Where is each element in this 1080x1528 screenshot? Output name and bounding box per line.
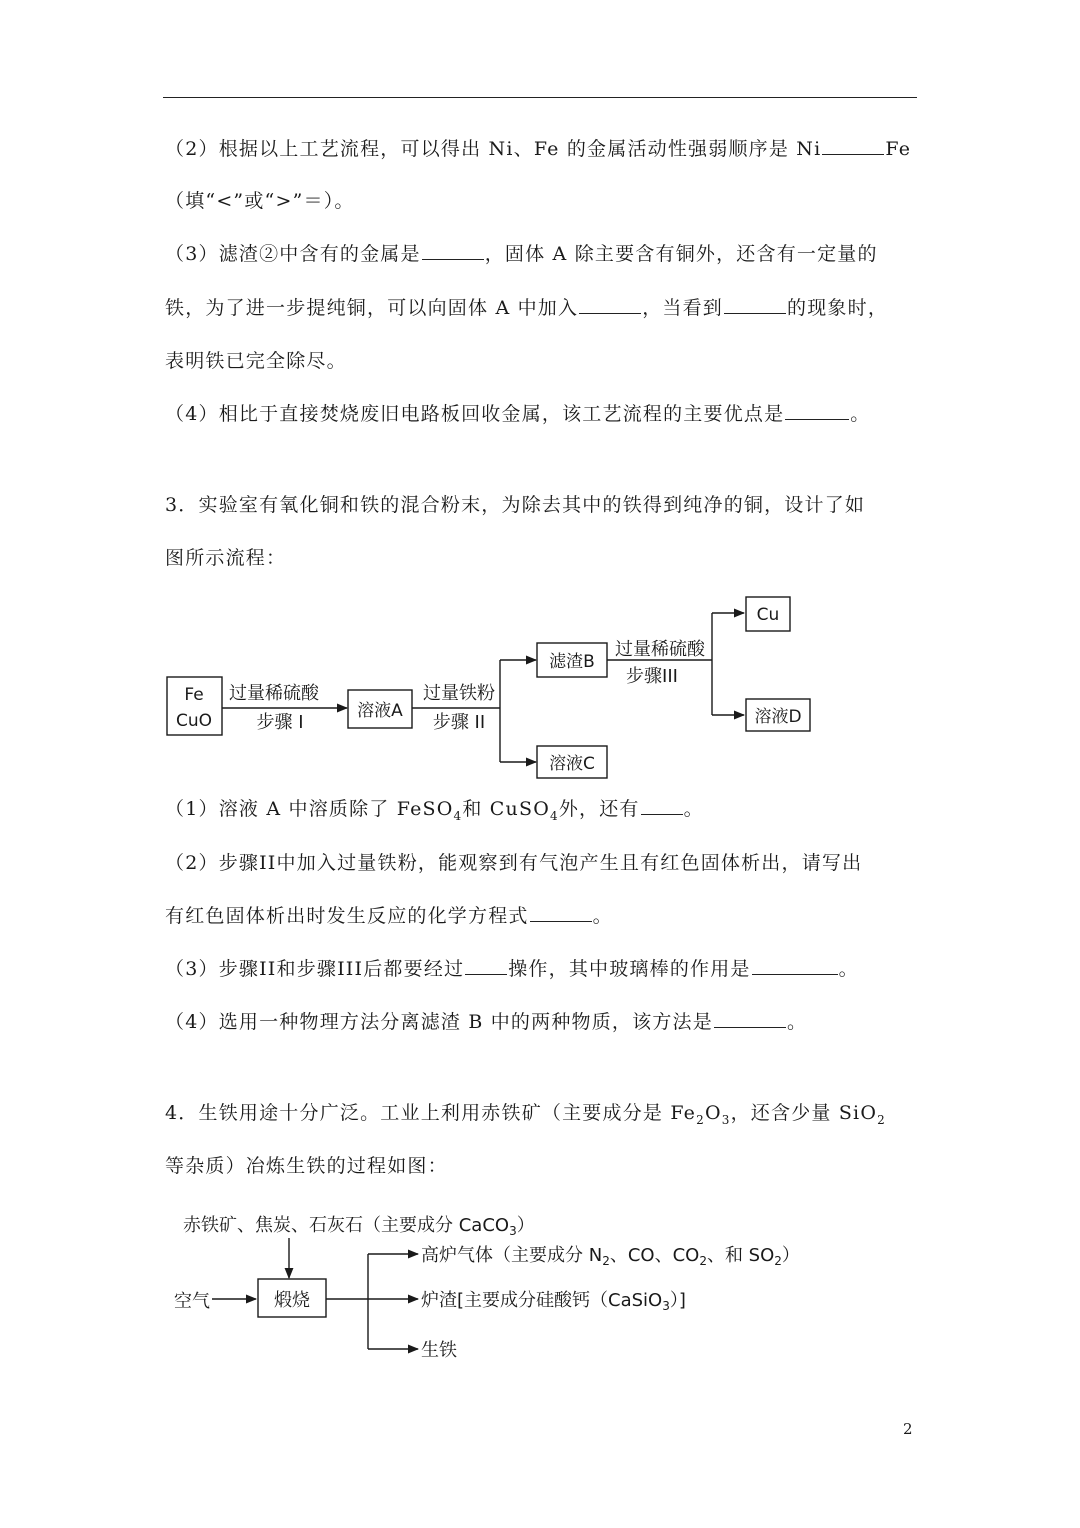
subscript: 2 xyxy=(877,1112,886,1127)
text: 。 xyxy=(592,905,613,927)
solution-c-label: 溶液C xyxy=(549,754,595,774)
reagent2-label: 过量铁粉 xyxy=(423,683,495,704)
answer-blank[interactable] xyxy=(714,1011,786,1028)
slag-label: 炉渣[主要成分硅酸钙（CaSiO$_3$）] xyxy=(421,1290,686,1313)
residue-b-label: 滤渣B xyxy=(549,652,595,672)
text: ，当看到 xyxy=(642,297,724,319)
text: （3）步骤II和步骤III后都要经过 xyxy=(165,958,465,980)
q3-part2-line1: （2）步骤II中加入过量铁粉，能观察到有气泡产生且有红色固体析出，请写出 xyxy=(165,852,863,874)
pig-iron-label: 生铁 xyxy=(421,1340,457,1361)
step1-label: 步骤 I xyxy=(256,712,304,733)
reagent3-label: 过量稀硫酸 xyxy=(615,639,705,660)
text: 。 xyxy=(786,1011,808,1033)
page-number: 2 xyxy=(903,1420,913,1438)
text: （1）溶液 A 中溶质除了 FeSO xyxy=(165,798,454,820)
solution-a-label: 溶液A xyxy=(357,701,403,721)
answer-blank[interactable] xyxy=(530,905,592,922)
text: 4．生铁用途十分广泛。工业上利用赤铁矿（主要成分是 Fe xyxy=(165,1102,697,1124)
step3-label: 步骤III xyxy=(626,666,678,687)
text: 外，还有 xyxy=(558,798,640,820)
subscript: 4 xyxy=(453,808,463,823)
q3-part1 xyxy=(165,797,704,828)
subscript: 3 xyxy=(721,1112,731,1127)
q3-part4 xyxy=(165,1010,807,1034)
start-cuo: CuO xyxy=(175,711,213,731)
q4-diagram-labels xyxy=(174,1215,800,1361)
text: Fe xyxy=(885,138,912,160)
text: 铁，为了进一步提纯铜，可以向固体 A 中加入 xyxy=(165,297,579,319)
subscript: 4 xyxy=(549,808,559,823)
q2-part2-line2: （填“<”或“>”＝）。 xyxy=(165,190,355,212)
text: （4）选用一种物理方法分离滤渣 B 中的两种物质，该方法是 xyxy=(165,1011,713,1033)
cu-label: Cu xyxy=(756,605,780,625)
q4-diagram xyxy=(212,1238,418,1349)
text: （3）滤渣②中含有的金属是 xyxy=(165,243,421,265)
q3-diagram-labels xyxy=(176,605,802,774)
q2-part3-line3: 表明铁已完全除尽。 xyxy=(165,350,347,372)
raw-materials-label: 赤铁矿、焦炭、石灰石（主要成分 CaCO$_3$） xyxy=(183,1215,535,1238)
start-fe: Fe xyxy=(184,685,204,705)
text: （4）相比于直接焚烧废旧电路板回收金属，该工艺流程的主要优点是 xyxy=(165,403,785,425)
text: 操作，其中玻璃棒的作用是 xyxy=(508,958,751,980)
calcine-label: 煅烧 xyxy=(274,1290,310,1311)
q3-part2-line2 xyxy=(165,904,613,928)
text: 。 xyxy=(838,958,859,980)
text: 有红色固体析出时发生反应的化学方程式 xyxy=(165,905,529,927)
q3-stem-line2: 图所示流程： xyxy=(165,547,287,569)
solution-d-label: 溶液D xyxy=(754,707,802,727)
q4-stem-line2: 等杂质）冶炼生铁的过程如图： xyxy=(165,1155,448,1177)
gas-label: 高炉气体（主要成分 $N_2$、CO、$CO_2$、和 $SO_2$） xyxy=(421,1245,800,1268)
text: O xyxy=(704,1102,722,1124)
q3-part3 xyxy=(165,957,859,981)
text: （2）根据以上工艺流程，可以得出 Ni、Fe 的金属活动性强弱顺序是 Ni xyxy=(165,138,822,160)
answer-blank[interactable] xyxy=(752,958,838,975)
step2-label: 步骤 II xyxy=(432,712,486,733)
text: ，固体 A 除主要含有铜外，还含有一定量的 xyxy=(484,243,878,265)
answer-blank[interactable] xyxy=(641,798,683,815)
text: 和 CuSO xyxy=(462,798,550,820)
text: 。 xyxy=(683,798,704,820)
reagent1-label: 过量稀硫酸 xyxy=(229,683,319,704)
subscript: 2 xyxy=(696,1112,705,1127)
q3-stem-line1: 3．实验室有氧化铜和铁的混合粉末，为除去其中的铁得到纯净的铜，设计了如 xyxy=(165,494,866,516)
answer-blank[interactable] xyxy=(465,958,507,975)
text: 的现象时， xyxy=(787,297,889,319)
text: 。 xyxy=(850,403,871,425)
q4-stem-line1 xyxy=(165,1101,886,1132)
air-label: 空气 xyxy=(174,1291,210,1312)
text: ，还含少量 SiO xyxy=(730,1102,878,1124)
